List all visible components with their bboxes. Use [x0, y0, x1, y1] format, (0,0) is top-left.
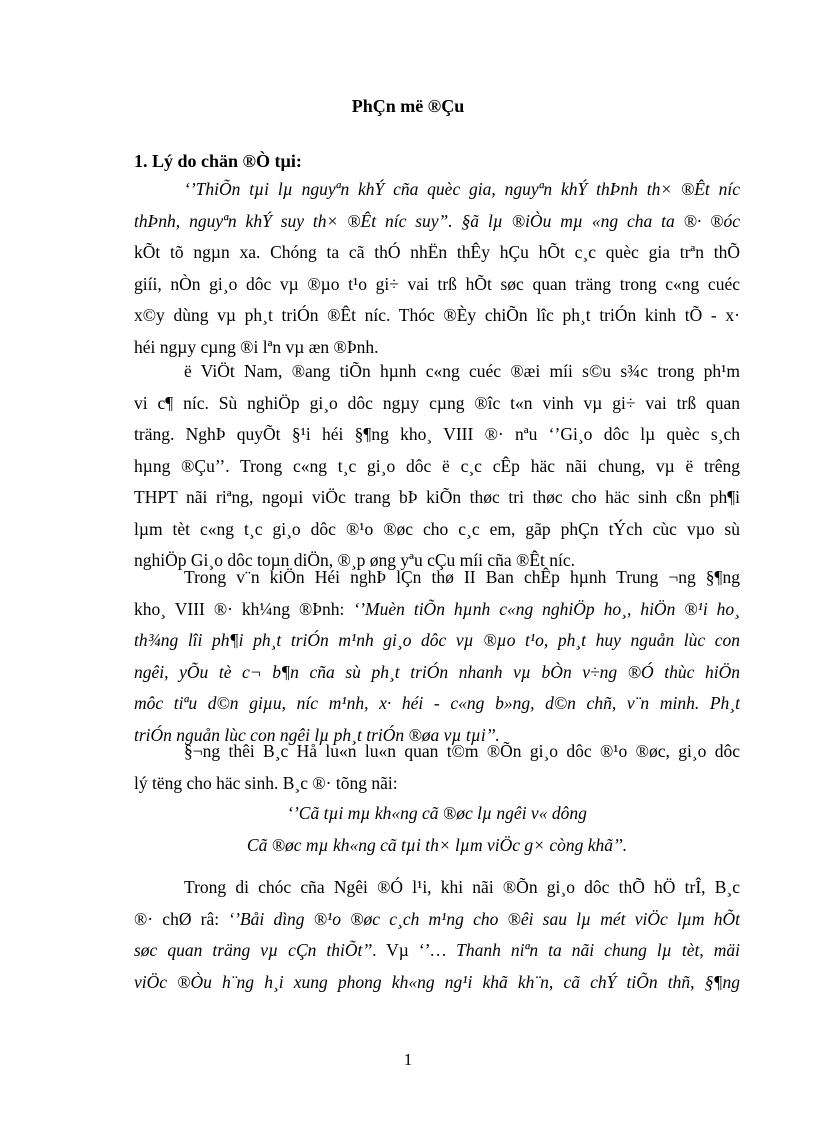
quote-text: ‘’ThiÕn tµi lµ nguyªn khÝ cña quèc gia, nguyªn khÝ thÞnh th× ®Êt níc — [184, 179, 740, 199]
paragraph-2 — [134, 356, 740, 577]
paragraph-line: lµm tèt c«ng t¸c gi¸o dôc ®¹o ®øc cho c¸c em, gãp phÇn tÝch cùc vµo sù — [134, 518, 740, 539]
page-heading: PhÇn më ®Çu — [351, 96, 465, 116]
paragraph-line — [134, 904, 740, 936]
quote-text: ‘’Båi dìng ®¹o ®øc c¸ch m¹ng cho ®êi sau lµ mét viÖc lµm hÕt — [228, 908, 740, 929]
poem-line: ‘’Cã tµi mµ kh«ng cã ®øc lµ ngêi v« dông — [287, 803, 587, 823]
paragraph-text: ®· chØ râ: — [134, 908, 229, 929]
paragraph-line: viÖc ®Òu h¨ng h¸i xung phong kh«ng ng¹i khã kh¨n, cã chÝ tiÕn thñ, §¶ng — [134, 971, 740, 992]
paragraph-line: §¬ng thêi B¸c Hå lu«n lu«n quan t©m ®Õn gi¸o dôc ®¹o ®øc, gi¸o dôc — [184, 741, 740, 761]
section-title: 1. Lý do chän ®Ò tµi: — [134, 151, 302, 171]
quote-text: ‘’Muèn tiÕn hµnh c«ng nghiÖp ho¸, hiÖn ®¹i ho¸ — [353, 598, 740, 619]
paragraph-line: ë ViÖt Nam, ®ang tiÕn hµnh c«ng cuéc ®æi míi s©u s¾c trong ph¹m — [184, 361, 740, 381]
paragraph-text: kho¸ VIII ®· kh¼ng ®Þnh: — [134, 598, 354, 619]
paragraph-line — [134, 206, 740, 238]
paragraph-1 — [134, 174, 740, 363]
paragraph-line: lý tëng cho häc sinh. B¸c ®· tõng nãi: — [134, 772, 398, 793]
quote-text: … Thanh niªn ta nãi chung lµ tèt, mäi — [430, 940, 740, 960]
paragraph-line: ngêi, yÕu tè c¬ b¶n cña sù ph¸t triÓn nhanh vµ bÒn v÷ng ®Ó thùc hiÖn — [134, 661, 740, 682]
paragraph-line: hµng ®Çu’’. Trong c«ng t¸c gi¸o dôc ë c¸c cÊp häc nãi chung, vµ ë trêng — [134, 455, 740, 476]
paragraph-line: triÓn nguån lùc con ngêi lµ ph¸t triÓn ®øa vµ tµi’’. — [134, 724, 500, 745]
paragraph-line: vi c¶ níc. Sù nghiÖp gi¸o dôc ngµy cµng ®îc t«n vinh vµ gi÷ vai trß quan — [134, 392, 740, 413]
paragraph-line: héi ngµy cµng ®i lªn vµ æn ®Þnh. — [134, 336, 379, 357]
paragraph-line — [134, 174, 740, 206]
paragraph-line: môc tiªu d©n giµu, níc m¹nh, x· héi - c«ng b»ng, d©n chñ, v¨n minh. Ph¸t — [134, 693, 740, 713]
paragraph-line: träng. NghÞ quyÕt §¹i héi §¶ng kho¸ VIII ®· nªu ‘’Gi¸o dôc lµ quèc s¸ch — [134, 424, 740, 444]
paragraph-line: Trong di chóc cña Ngêi ®Ó l¹i, khi nãi ®Õn gi¸o dôc thÕ hÖ trÎ, B¸c — [184, 877, 740, 897]
paragraph-line: Trong v¨n kiÖn Héi nghÞ lÇn thø II Ban chÊp hµnh Trung ¬ng §¶ng — [184, 567, 740, 587]
poem-quote — [134, 798, 740, 861]
paragraph-3 — [134, 562, 740, 751]
paragraph-line: THPT nãi riªng, ngoµi viÖc trang bÞ kiÕn thøc tri thøc cho häc sinh cßn ph¶i — [134, 487, 740, 507]
paragraph-line: nghiÖp Gi¸o dôc toµn diÖn, ®¸p øng yªu cÇu míi cña ®Êt níc. — [134, 550, 576, 570]
paragraph-line: kÕt tõ ngµn xa. Chóng ta cã thÓ nhËn thÊy hÇu hÕt c¸c quèc gia trªn thÕ — [134, 242, 740, 262]
paragraph-line: x©y dùng vµ ph¸t triÓn ®Êt níc. Thóc ®Èy chiÕn lîc ph¸t triÓn kinh tÕ - x· — [134, 305, 740, 325]
poem-line: Cã ®øc mµ kh«ng cã tµi th× lµm viÖc g× còng khã’’. — [246, 834, 628, 855]
paragraph-line: giíi, nÒn gi¸o dôc vµ ®µo t¹o gi÷ vai trß hÕt søc quan träng trong c«ng cuéc — [134, 273, 740, 294]
page-number: 1 — [403, 1050, 413, 1069]
paragraph-line — [134, 594, 740, 626]
quote-text: søc quan träng vµ cÇn thiÕt’’ — [134, 940, 373, 960]
paragraph-text: . Vµ ‘’ — [372, 940, 431, 960]
paragraph-5 — [134, 872, 740, 998]
paragraph-line — [134, 935, 740, 967]
paragraph-4 — [134, 736, 740, 799]
paragraph-line: th¾ng lîi ph¶i ph¸t triÓn m¹nh gi¸o dôc vµ ®µo t¹o, ph¸t huy nguån lùc con — [134, 630, 740, 650]
quote-text: thÞnh, nguyªn khÝ suy th× ®Êt níc suy”. §ã lµ ®iÒu mµ «ng cha ta ®· ®óc — [134, 210, 740, 231]
